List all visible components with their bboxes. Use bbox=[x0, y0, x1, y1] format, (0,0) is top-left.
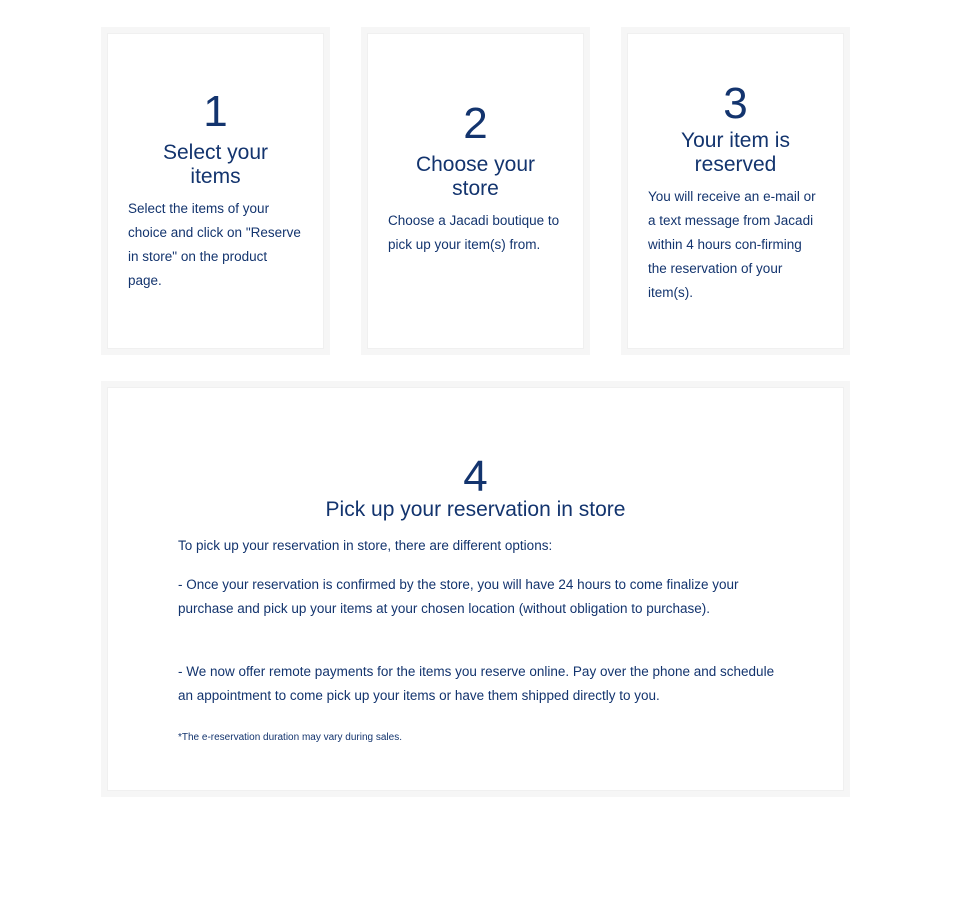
step-2-title: Choose your store bbox=[415, 153, 536, 200]
step-3-text: You will receive an e-mail or a text message from Jacadi within 4 hours con-firming the reservation of your item(s). bbox=[648, 189, 816, 300]
step-2-text: Choose a Jacadi boutique to pick up your item(s) from. bbox=[388, 213, 560, 252]
step-card-1 bbox=[101, 27, 330, 355]
pickup-intro: To pick up your reservation in store, there are different options: bbox=[178, 538, 553, 553]
step-1-title: Select your items bbox=[162, 141, 269, 188]
step-3-number: 3 bbox=[723, 79, 748, 128]
step-card-2 bbox=[361, 27, 590, 355]
step-2-number: 2 bbox=[463, 99, 488, 148]
step-card-3-inner bbox=[627, 33, 844, 349]
step-card-2-inner bbox=[367, 33, 584, 349]
pickup-card-inner bbox=[107, 387, 844, 791]
step-3-title: Your item is reserved bbox=[681, 129, 790, 176]
pickup-option-2: - We now offer remote payments for the items you reserve online. Pay over the phone and schedule an appointment to come pick up your items or have them shipped directly to you. bbox=[178, 664, 775, 703]
pickup-number: 4 bbox=[463, 452, 488, 501]
step-1-number: 1 bbox=[203, 87, 228, 136]
step-card-3 bbox=[621, 27, 850, 355]
pickup-title: Pick up your reservation in store bbox=[325, 498, 626, 521]
pickup-option-1: - Once your reservation is confirmed by the store, you will have 24 hours to come finalize your purchase and pick up your items at your chosen location (without obligation to purchase). bbox=[178, 577, 739, 616]
pickup-card bbox=[101, 381, 850, 797]
step-1-text: Select the items of your choice and click on "Reserve in store" on the product page. bbox=[128, 201, 301, 288]
pickup-footnote: *The e-reservation duration may vary during sales. bbox=[178, 732, 402, 743]
step-card-1-inner bbox=[107, 33, 324, 349]
